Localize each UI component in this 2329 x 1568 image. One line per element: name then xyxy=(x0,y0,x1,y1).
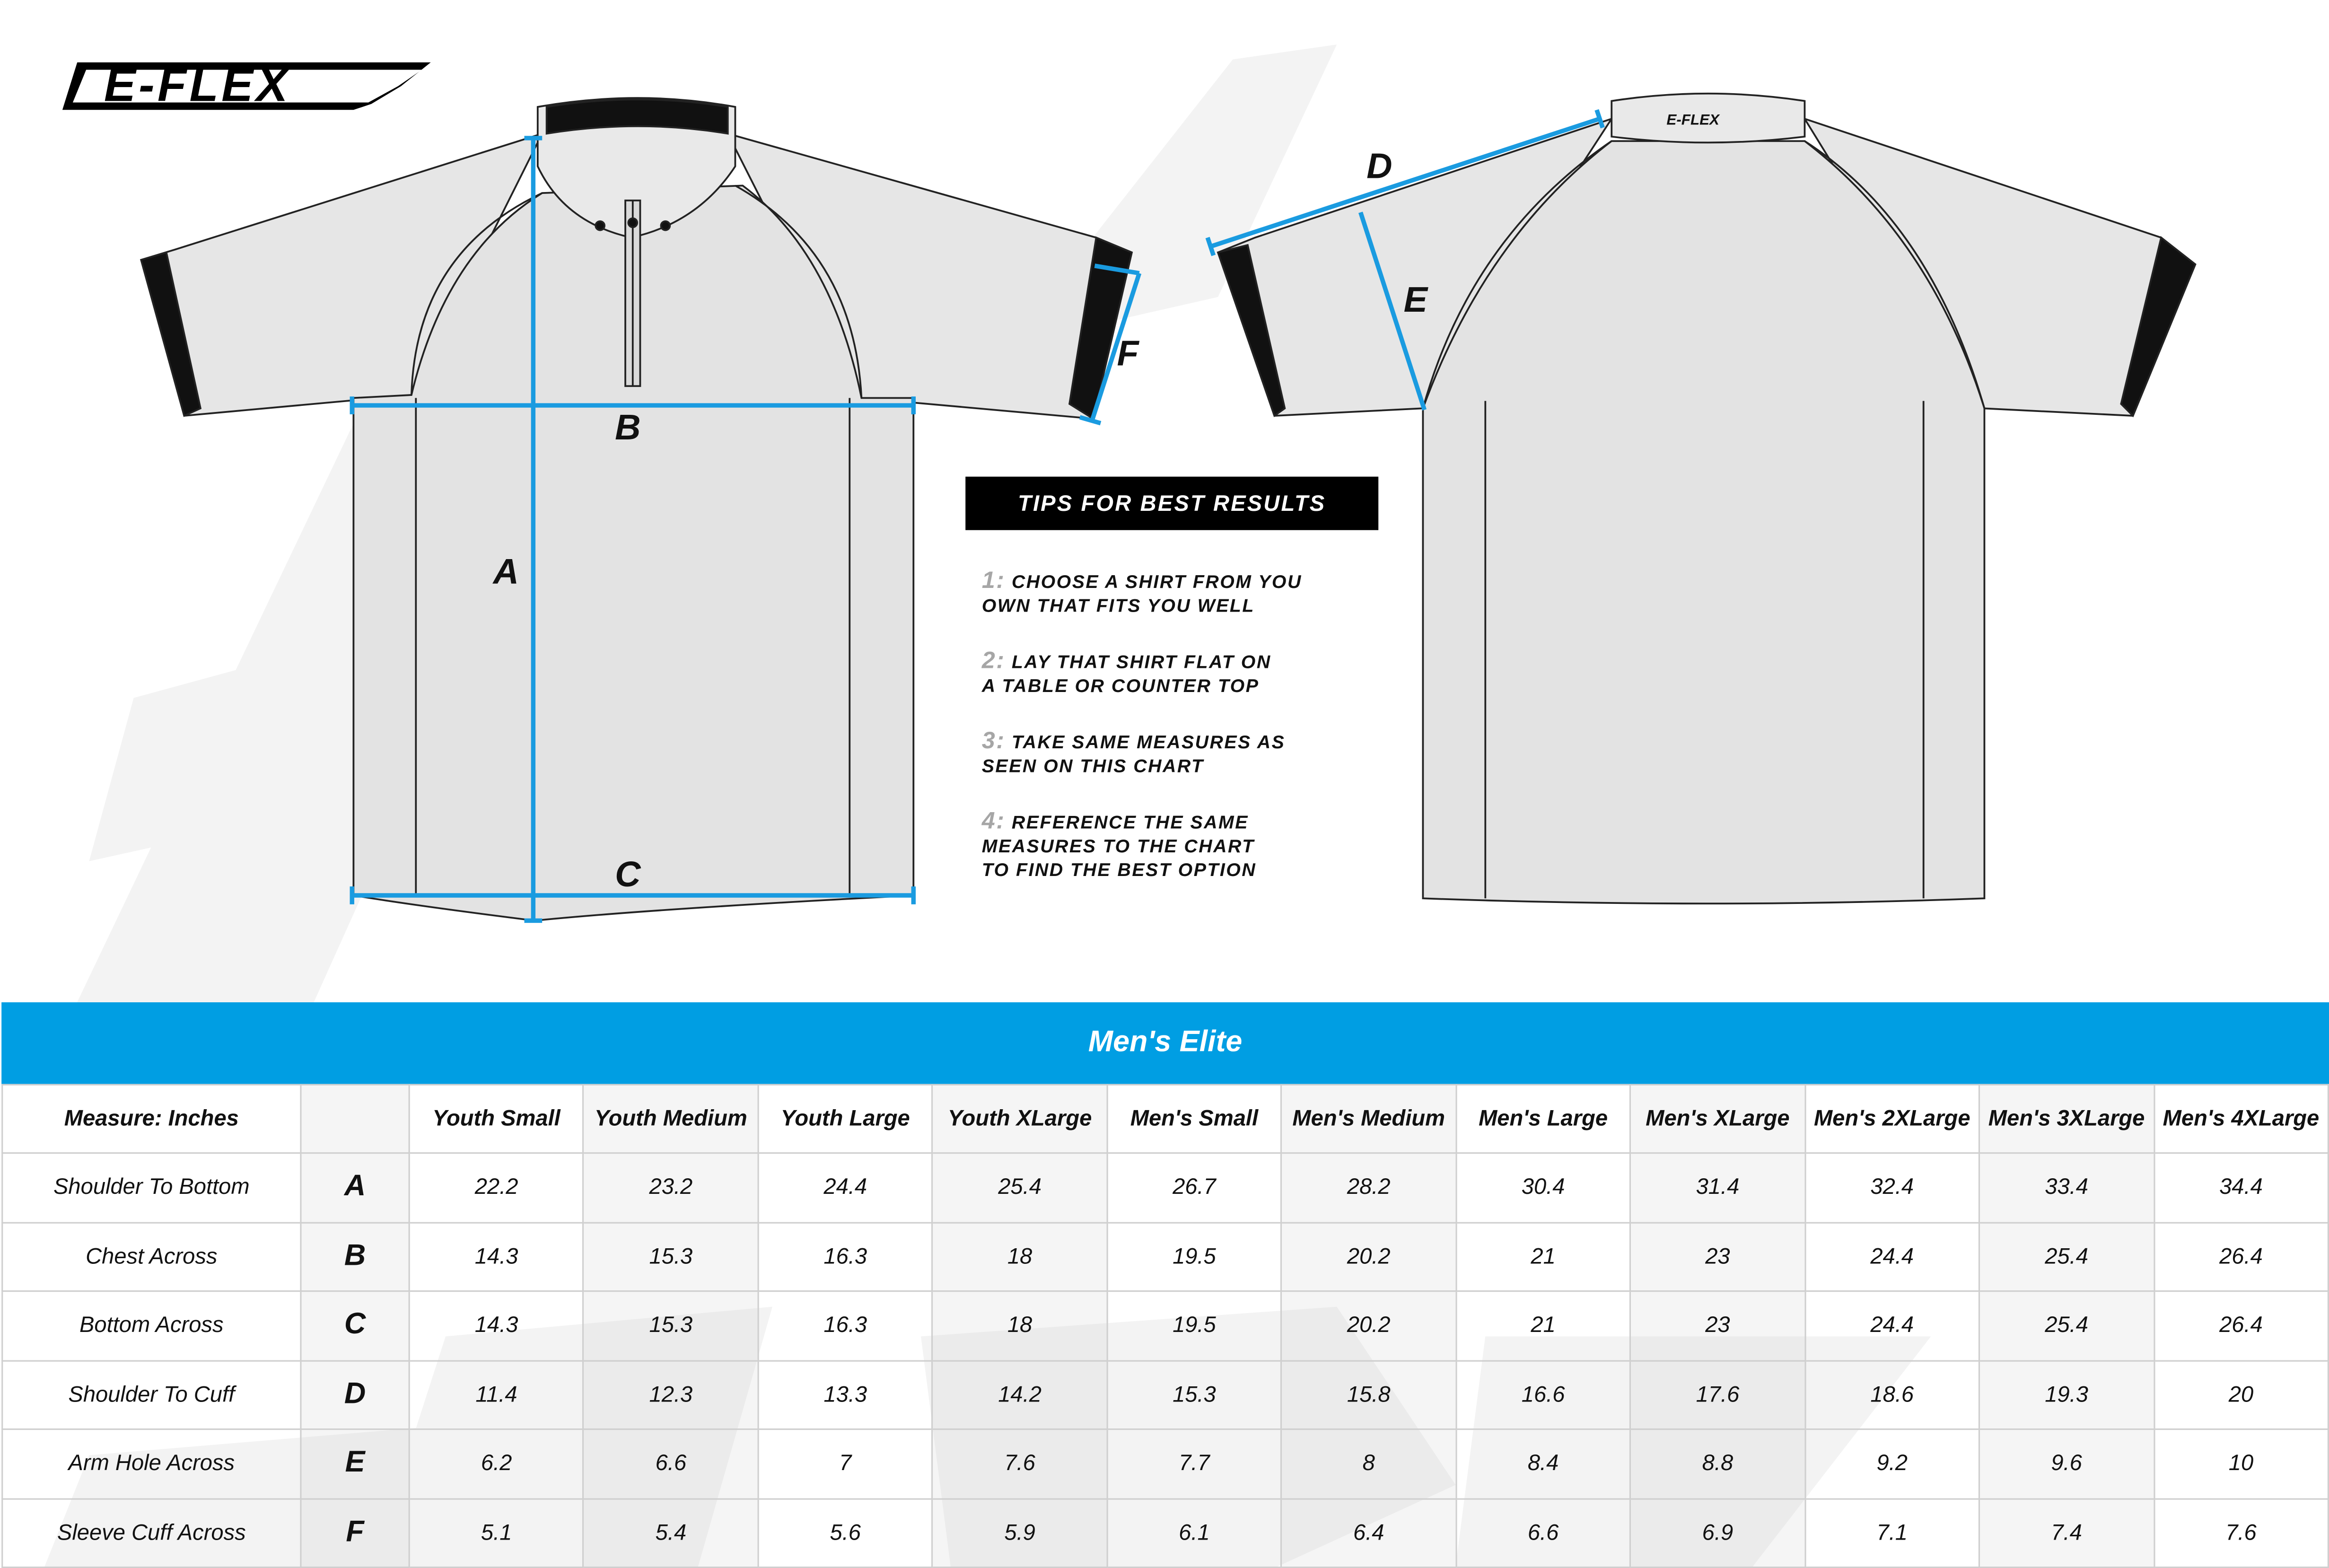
table-cell: 19.5 xyxy=(1107,1291,1282,1360)
measure-name: Bottom Across xyxy=(2,1291,301,1360)
table-cell: 7.6 xyxy=(933,1429,1107,1498)
tip-line: CHOOSE A SHIRT FROM YOU xyxy=(1011,571,1302,593)
table-row xyxy=(2,1429,2329,1498)
tip-line: TO FIND THE BEST OPTION xyxy=(981,859,1257,881)
table-cell: 7.6 xyxy=(2154,1498,2329,1568)
table-cell: 7 xyxy=(758,1429,933,1498)
table-cell: 18 xyxy=(933,1222,1107,1291)
size-table xyxy=(1,1084,2329,1568)
table-cell: 22.2 xyxy=(409,1153,584,1222)
table-cell: 7.7 xyxy=(1107,1429,1282,1498)
tip-4 xyxy=(982,811,1427,882)
table-cell: 6.2 xyxy=(409,1429,584,1498)
table-cell: 18 xyxy=(933,1291,1107,1360)
tip-number: 3: xyxy=(981,729,1006,754)
label-e: E xyxy=(1403,280,1427,320)
table-cell: 15.3 xyxy=(584,1222,758,1291)
table-cell: 24.4 xyxy=(758,1153,933,1222)
table-cell: 16.3 xyxy=(758,1222,933,1291)
size-header: Youth Small xyxy=(409,1085,584,1153)
table-cell: 20.2 xyxy=(1281,1291,1456,1360)
size-header: Men's 2XLarge xyxy=(1805,1085,1979,1153)
tip-number: 4: xyxy=(981,809,1006,835)
table-cell: 20 xyxy=(2154,1360,2329,1429)
table-cell: 19.5 xyxy=(1107,1222,1282,1291)
table-cell: 14.2 xyxy=(933,1360,1107,1429)
table-cell: 8.8 xyxy=(1630,1429,1805,1498)
tips-title: TIPS FOR BEST RESULTS xyxy=(965,477,1378,530)
table-header-row xyxy=(2,1085,2329,1153)
size-header: Men's 4XLarge xyxy=(2154,1085,2329,1153)
table-row xyxy=(2,1222,2329,1291)
measure-letter: F xyxy=(301,1498,409,1568)
table-cell: 5.1 xyxy=(409,1498,584,1568)
table-cell: 23 xyxy=(1630,1222,1805,1291)
measure-header: Measure: Inches xyxy=(2,1085,301,1153)
table-cell: 21 xyxy=(1456,1222,1630,1291)
size-header: Men's Large xyxy=(1456,1085,1630,1153)
table-cell: 9.2 xyxy=(1805,1429,1979,1498)
table-cell: 18.6 xyxy=(1805,1360,1979,1429)
measure-letter: E xyxy=(301,1429,409,1498)
tip-3 xyxy=(982,731,1427,778)
table-cell: 10 xyxy=(2154,1429,2329,1498)
eflex-logo xyxy=(62,58,431,111)
size-header: Men's XLarge xyxy=(1630,1085,1805,1153)
tip-line: SEEN ON THIS CHART xyxy=(981,755,1204,777)
svg-text:E-FLEX: E-FLEX xyxy=(1666,111,1719,128)
size-header: Men's 3XLarge xyxy=(1979,1085,2154,1153)
svg-text:E-FLEX: E-FLEX xyxy=(104,58,291,112)
table-cell: 6.1 xyxy=(1107,1498,1282,1568)
table-cell: 8.4 xyxy=(1456,1429,1630,1498)
table-cell: 32.4 xyxy=(1805,1153,1979,1222)
table-cell: 6.9 xyxy=(1630,1498,1805,1568)
table-cell: 7.4 xyxy=(1979,1498,2154,1568)
tip-number: 2: xyxy=(981,648,1006,675)
table-title: Men's Elite xyxy=(1,1002,2329,1084)
table-row xyxy=(2,1153,2329,1222)
table-cell: 13.3 xyxy=(758,1360,933,1429)
size-header: Youth Large xyxy=(758,1085,933,1153)
size-header: Men's Small xyxy=(1107,1085,1282,1153)
table-cell: 17.6 xyxy=(1630,1360,1805,1429)
tip-line: REFERENCE THE SAME xyxy=(1011,812,1249,833)
label-b: B xyxy=(615,407,641,447)
measure-letter: A xyxy=(301,1153,409,1222)
table-cell: 20.2 xyxy=(1281,1222,1456,1291)
table-cell: 26.4 xyxy=(2154,1291,2329,1360)
tip-line: LAY THAT SHIRT FLAT ON xyxy=(1011,652,1271,673)
table-cell: 7.1 xyxy=(1805,1498,1979,1568)
size-header: Youth XLarge xyxy=(933,1085,1107,1153)
tip-1 xyxy=(982,570,1427,617)
table-cell: 5.4 xyxy=(584,1498,758,1568)
table-cell: 5.9 xyxy=(933,1498,1107,1568)
table-cell: 21 xyxy=(1456,1291,1630,1360)
table-cell: 25.4 xyxy=(933,1153,1107,1222)
table-cell: 9.6 xyxy=(1979,1429,2154,1498)
table-cell: 26.7 xyxy=(1107,1153,1282,1222)
label-a: A xyxy=(493,551,519,591)
table-cell: 23 xyxy=(1630,1291,1805,1360)
table-cell: 24.4 xyxy=(1805,1222,1979,1291)
measure-letter: C xyxy=(301,1291,409,1360)
tip-line: A TABLE OR COUNTER TOP xyxy=(981,675,1260,697)
table-cell: 33.4 xyxy=(1979,1153,2154,1222)
measure-name: Shoulder To Cuff xyxy=(2,1360,301,1429)
measure-name: Sleeve Cuff Across xyxy=(2,1498,301,1568)
table-cell: 24.4 xyxy=(1805,1291,1979,1360)
table-cell: 6.6 xyxy=(1456,1498,1630,1568)
table-cell: 23.2 xyxy=(584,1153,758,1222)
tip-number: 1: xyxy=(981,569,1006,594)
table-cell: 16.6 xyxy=(1456,1360,1630,1429)
table-cell: 8 xyxy=(1281,1429,1456,1498)
letter-header xyxy=(301,1085,409,1153)
table-cell: 30.4 xyxy=(1456,1153,1630,1222)
table-row xyxy=(2,1360,2329,1429)
tip-line: OWN THAT FITS YOU WELL xyxy=(981,595,1255,616)
label-f: F xyxy=(1117,333,1139,373)
table-cell: 14.3 xyxy=(409,1291,584,1360)
table-cell: 12.3 xyxy=(584,1360,758,1429)
table-row xyxy=(2,1291,2329,1360)
measure-name: Shoulder To Bottom xyxy=(2,1153,301,1222)
table-cell: 25.4 xyxy=(1979,1291,2154,1360)
size-header: Men's Medium xyxy=(1281,1085,1456,1153)
table-cell: 28.2 xyxy=(1281,1153,1456,1222)
table-cell: 5.6 xyxy=(758,1498,933,1568)
table-cell: 19.3 xyxy=(1979,1360,2154,1429)
measure-name: Arm Hole Across xyxy=(2,1429,301,1498)
tip-2 xyxy=(982,650,1427,698)
table-cell: 11.4 xyxy=(409,1360,584,1429)
tip-line: TAKE SAME MEASURES AS xyxy=(1011,732,1286,753)
table-cell: 15.8 xyxy=(1281,1360,1456,1429)
measure-letter: D xyxy=(301,1360,409,1429)
label-d: D xyxy=(1366,146,1392,186)
table-cell: 34.4 xyxy=(2154,1153,2329,1222)
table-cell: 16.3 xyxy=(758,1291,933,1360)
size-header: Youth Medium xyxy=(584,1085,758,1153)
table-cell: 6.6 xyxy=(584,1429,758,1498)
table-cell: 25.4 xyxy=(1979,1222,2154,1291)
table-cell: 31.4 xyxy=(1630,1153,1805,1222)
table-cell: 26.4 xyxy=(2154,1222,2329,1291)
label-c: C xyxy=(615,854,641,894)
table-row xyxy=(2,1498,2329,1568)
tip-line: MEASURES TO THE CHART xyxy=(981,836,1255,857)
measure-letter: B xyxy=(301,1222,409,1291)
measure-name: Chest Across xyxy=(2,1222,301,1291)
table-cell: 6.4 xyxy=(1281,1498,1456,1568)
table-cell: 15.3 xyxy=(584,1291,758,1360)
table-cell: 14.3 xyxy=(409,1222,584,1291)
table-cell: 15.3 xyxy=(1107,1360,1282,1429)
